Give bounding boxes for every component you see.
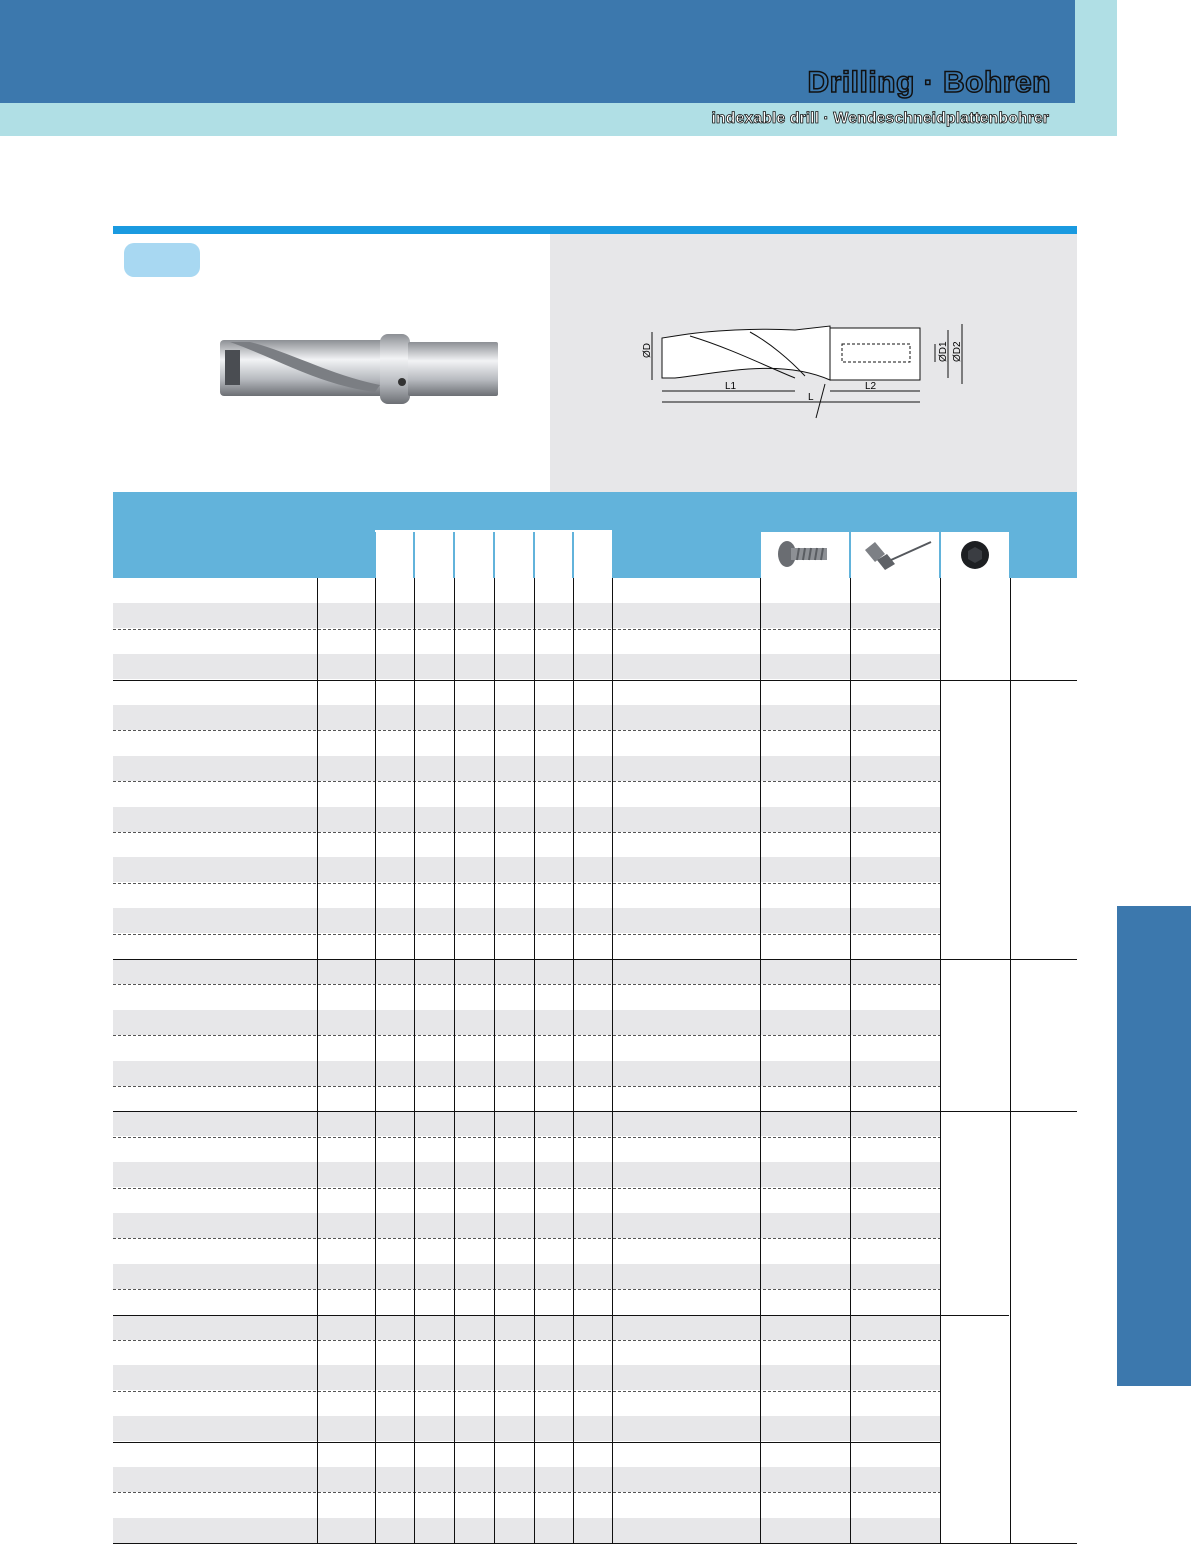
label-l: L bbox=[808, 392, 814, 403]
header-cell-4 bbox=[495, 532, 533, 578]
drill-photo bbox=[210, 330, 510, 410]
table-row bbox=[113, 1289, 941, 1314]
group-divider bbox=[113, 1315, 1009, 1316]
table-row bbox=[113, 959, 941, 984]
column-divider bbox=[940, 578, 941, 1543]
table-row bbox=[113, 1137, 941, 1162]
header-cell-3 bbox=[455, 532, 493, 578]
table-row bbox=[113, 1238, 941, 1263]
table-row bbox=[113, 1340, 941, 1365]
table-row bbox=[113, 1086, 941, 1111]
column-divider bbox=[1010, 578, 1011, 1543]
table-row bbox=[113, 654, 941, 679]
set-screw-icon bbox=[941, 532, 1009, 578]
header-cell-2 bbox=[415, 532, 453, 578]
header-edge-strip bbox=[1075, 0, 1117, 136]
table-bottom-rule bbox=[113, 1543, 1077, 1544]
table-row bbox=[113, 857, 941, 882]
table-row bbox=[113, 1518, 941, 1543]
column-divider bbox=[760, 578, 761, 1543]
table-row bbox=[113, 680, 941, 705]
label-d1: ØD1 bbox=[938, 341, 949, 362]
table-row bbox=[113, 1010, 941, 1035]
table-row bbox=[113, 1416, 941, 1441]
header-icon-cell-screw bbox=[761, 532, 849, 578]
table-row bbox=[113, 603, 941, 628]
section-rule bbox=[113, 226, 1077, 234]
table-row bbox=[113, 883, 941, 908]
page-subtitle: indexable drill · Wendeschneidplattenbohrer bbox=[711, 110, 1049, 127]
table-row bbox=[113, 1111, 941, 1136]
column-divider bbox=[573, 578, 574, 1543]
table-row bbox=[113, 756, 941, 781]
table-row bbox=[113, 730, 941, 755]
group-divider bbox=[113, 680, 1077, 681]
table-row bbox=[113, 1162, 941, 1187]
label-l2: L2 bbox=[865, 381, 877, 392]
wrench-key-icon bbox=[851, 532, 939, 578]
table-row bbox=[113, 629, 941, 654]
header-cell-5 bbox=[535, 532, 572, 578]
group-divider bbox=[113, 1111, 1077, 1112]
table-row bbox=[113, 934, 941, 959]
header-cell-6 bbox=[574, 532, 612, 578]
table-row bbox=[113, 832, 941, 857]
column-divider bbox=[375, 578, 376, 1543]
table-row bbox=[113, 705, 941, 730]
group-divider bbox=[113, 959, 1077, 960]
label-d: ØD bbox=[642, 343, 653, 358]
table-row bbox=[113, 1492, 941, 1517]
table-row bbox=[113, 807, 941, 832]
column-divider bbox=[414, 578, 415, 1543]
screw-icon bbox=[761, 532, 849, 578]
group-divider bbox=[113, 1442, 941, 1443]
header-icon-cell-setscrew bbox=[941, 532, 1009, 578]
column-divider bbox=[454, 578, 455, 1543]
table-row bbox=[113, 1442, 941, 1467]
column-divider bbox=[317, 578, 318, 1543]
table-row bbox=[113, 1467, 941, 1492]
section-badge bbox=[124, 243, 200, 277]
table-row bbox=[113, 1213, 941, 1238]
table-row bbox=[113, 1035, 941, 1060]
header-icon-cell-key bbox=[851, 532, 939, 578]
table-row bbox=[113, 1365, 941, 1390]
label-l1: L1 bbox=[725, 381, 737, 392]
label-d2: ØD2 bbox=[952, 341, 963, 362]
dimension-diagram bbox=[630, 318, 970, 428]
table-row bbox=[113, 1315, 941, 1340]
table-row bbox=[113, 781, 941, 806]
table-row bbox=[113, 984, 941, 1009]
column-divider bbox=[850, 578, 851, 1543]
table-row bbox=[113, 578, 941, 603]
column-divider bbox=[612, 578, 613, 1543]
table-row bbox=[113, 1264, 941, 1289]
table-row bbox=[113, 1061, 941, 1086]
table-row bbox=[113, 1391, 941, 1416]
chapter-side-tab bbox=[1117, 906, 1191, 1386]
table-row bbox=[113, 1188, 941, 1213]
page-title: Drilling · Bohren bbox=[807, 66, 1051, 99]
column-divider bbox=[534, 578, 535, 1543]
column-divider bbox=[494, 578, 495, 1543]
header-cell-1 bbox=[376, 532, 413, 578]
table-row bbox=[113, 908, 941, 933]
